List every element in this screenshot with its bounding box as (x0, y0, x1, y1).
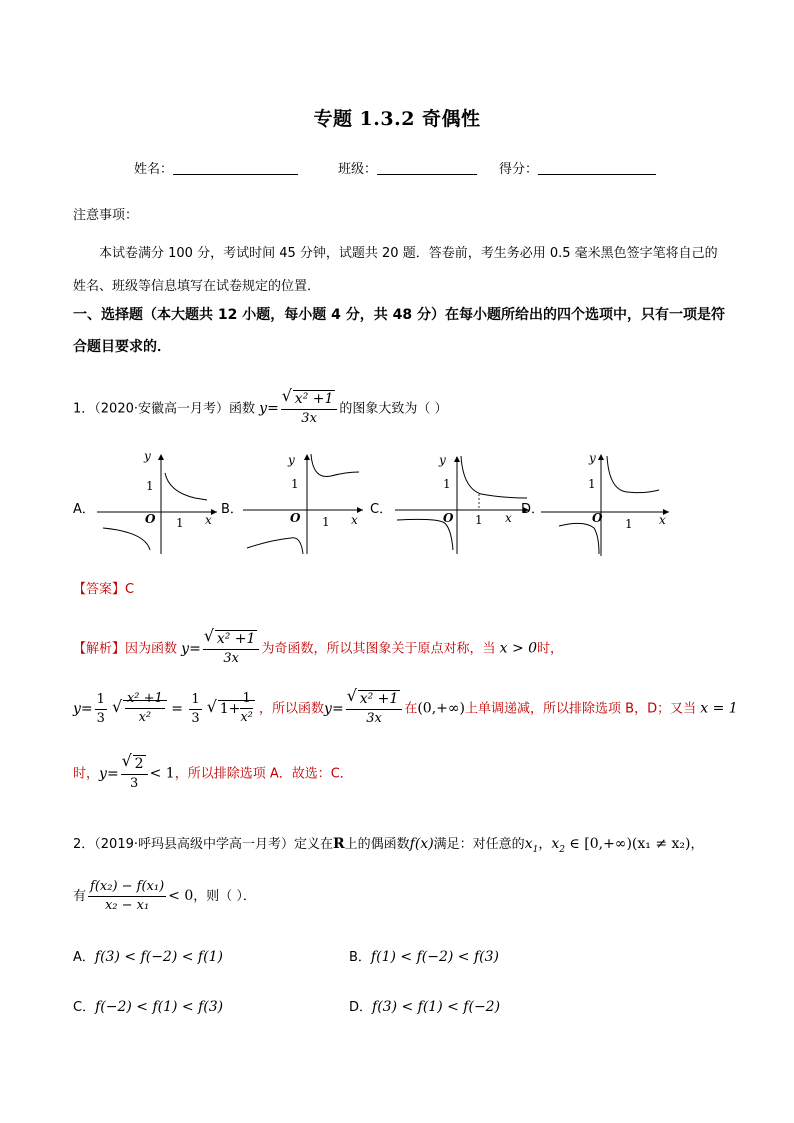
q1-a-ytick: 1 (146, 479, 154, 493)
q2-line2-post: ，则（ ）． (193, 889, 256, 904)
q1-d-origin: O (592, 511, 603, 525)
q2-option-b-label: B． (349, 950, 371, 965)
question-1-options (73, 450, 673, 560)
q1-b-ytick: 1 (291, 477, 299, 491)
q1-y-var: y (259, 400, 268, 417)
name-field[interactable] (134, 158, 298, 177)
analysis-interval: (0,+∞) (417, 700, 466, 717)
analysis-y: y (181, 640, 190, 657)
analysis-text-8: ，所以排除选项 A．故选：C． (174, 766, 353, 782)
section-heading: 一、选择题（本大题共 12 小题，每小题 4 分，共 48 分）在每小题所给出的四个选项中，只有一项是符合题目要求的． (73, 307, 725, 355)
analysis-x-eq-1: x = 1 (700, 700, 738, 717)
q2-option-b-text: f(1) < f(−2) < f(3) (370, 949, 499, 965)
analysis-text-2: 为奇函数，所以其图象关于原点对称，当 (261, 641, 496, 657)
question-1-stem (73, 390, 448, 428)
q2-sep: ， (538, 837, 552, 852)
question-2-stem: 2．（2019·呼玛县高级中学高一月考）定义在R上的偶函数f(x)满足：对任意的$x_1$，$x_2$ ∈ [0,+∞)(x₁ ≠ x₂)， (73, 836, 704, 855)
q2-R: R (333, 836, 345, 852)
q1-c-ytick: 1 (443, 477, 451, 491)
q1-eq: = (267, 400, 279, 417)
answer-value: C (125, 582, 135, 597)
q2-option-d-label: D． (349, 1000, 373, 1015)
notice-heading: 注意事项： (73, 208, 139, 223)
answer-label: 【答案】 (73, 582, 126, 597)
q2-option-a[interactable] (73, 946, 223, 965)
q1-analysis-line-3: 时，y= √ $\frac{2}{3}$ < 1，所以排除选项 A．故选：C． (73, 755, 353, 793)
q1-option-c-label[interactable]: C． (370, 502, 393, 517)
q2-frac-den: x₂ − x₁ (104, 898, 150, 913)
q1-numerator: √ x² +1 (293, 390, 336, 407)
q1-b-origin: O (290, 511, 301, 525)
q1-c-origin: O (443, 511, 454, 525)
q2-frac-num: f(x₂) − f(x₁) (88, 878, 166, 897)
score-field[interactable] (499, 158, 656, 177)
q2-rel: < 0 (168, 888, 194, 904)
q1-fraction (281, 390, 338, 428)
q2-option-a-label: A． (73, 950, 95, 965)
question-2-line-2 (73, 878, 256, 915)
q1-analysis-line-1 (73, 630, 563, 668)
class-blank[interactable] (377, 162, 477, 175)
q1-c-x-label: x (505, 511, 512, 525)
q2-option-c-text: f(−2) < f(1) < f(3) (95, 999, 224, 1015)
q1-a-y-label: y (144, 450, 151, 463)
q2-mid2: 满足：对任意的 (433, 837, 525, 852)
q2-end: ， (690, 837, 704, 852)
page-title: 专题 1.3.2 奇偶性 (313, 108, 481, 130)
q1-option-d-graph[interactable] (539, 450, 674, 558)
q2-mid: 上的偶函数 (344, 837, 410, 852)
score-label: 得分： (499, 162, 539, 177)
q1-d-ytick: 1 (588, 477, 596, 491)
q1-answer (73, 578, 134, 597)
analysis-text-1: 因为函数 (125, 641, 178, 657)
class-label: 班级： (338, 162, 378, 177)
q1-prefix: 1．（2020·安徽高一月考）函数 (73, 401, 255, 417)
analysis-text-4: ，所以函数 (259, 701, 325, 717)
q1-c-xtick: 1 (475, 513, 483, 527)
name-label: 姓名： (134, 162, 174, 177)
q1-denominator: 3x (301, 411, 317, 426)
analysis-text-3: 时， (537, 641, 564, 657)
q1-a-origin: O (145, 512, 156, 526)
notice-body: 本试卷满分 100 分，考试时间 45 分钟，试题共 20 题．答卷前，考生务必用 0.5 毫米黑色签字笔将自己的姓名、班级等信息填写在试卷规定的位置． (73, 246, 718, 294)
q2-option-c[interactable] (73, 996, 223, 1015)
q1-option-b-graph[interactable] (241, 450, 371, 556)
analysis-num: √ x² +1 (215, 630, 258, 647)
analysis-label: 【解析】 (73, 641, 126, 657)
q1-a-x-label: x (205, 513, 212, 527)
q1-option-c-graph[interactable] (393, 450, 533, 556)
analysis-text-5: 在 (404, 701, 418, 717)
analysis-text-6: 上单调递减，所以排除选项 B，D；又当 (465, 701, 697, 717)
q1-b-x-label: x (351, 513, 358, 527)
q2-option-d-text: f(3) < f(1) < f(−2) (372, 999, 501, 1015)
q1-option-a-graph[interactable] (95, 450, 225, 556)
q1-analysis-line-2: y= $\frac{1}{3}$ √ $\frac{\text{x² +1}}{\text{x²}}$ = $\frac{1}{3}$ √ 1+ $\frac{1}{\text{x²}}$ ，所以函数y= √ $\frac{\text{x² +1}}{3x}$ 在(0,+∞)上单调递减，所以排除选项 B，D；又当 x = 1 (73, 690, 738, 728)
q2-line2-pre: 有 (73, 889, 87, 904)
q2-option-b[interactable] (349, 946, 499, 965)
q2-prefix: 2．（2019·呼玛县高级中学高一月考）定义在 (73, 837, 333, 852)
analysis-cond: x > 0 (499, 640, 538, 657)
q2-option-c-label: C． (73, 1000, 96, 1015)
q1-d-xtick: 1 (625, 517, 633, 531)
q1-b-y-label: y (288, 453, 295, 467)
q1-option-a-label[interactable]: A． (73, 502, 95, 517)
q1-a-xtick: 1 (176, 516, 184, 530)
q2-cond: [0,+∞)(x₁ ≠ x₂) (584, 836, 691, 852)
q1-option-b-label[interactable]: B． (221, 502, 243, 517)
q2-option-d[interactable] (349, 996, 500, 1015)
q1-option-d-label[interactable]: D． (521, 502, 545, 517)
q1-d-y-label: y (589, 451, 596, 465)
q1-d-x-label: x (659, 513, 666, 527)
score-blank[interactable] (538, 162, 656, 175)
q2-fx: f(x) (409, 836, 434, 852)
analysis-eq: = (189, 640, 201, 657)
analysis-den: 3x (223, 651, 239, 666)
q1-suffix: 的图象大致为（ ） (339, 401, 448, 417)
analysis-lt-1: < 1 (149, 765, 175, 782)
q2-option-a-text: f(3) < f(−2) < f(1) (94, 949, 223, 965)
class-field[interactable] (338, 158, 477, 177)
q1-b-xtick: 1 (322, 515, 330, 529)
name-blank[interactable] (173, 162, 298, 175)
q1-c-y-label: y (439, 453, 446, 467)
analysis-text-7: 时， (73, 766, 100, 782)
